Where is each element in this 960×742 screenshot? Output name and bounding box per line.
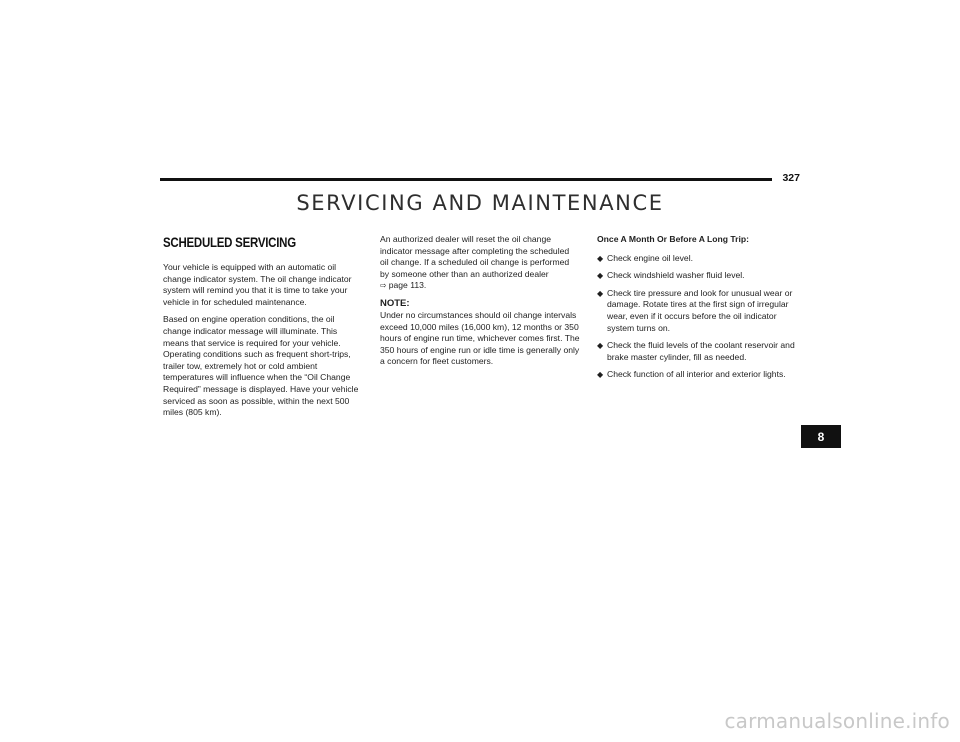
list-item-text: Check engine oil level. [607, 252, 693, 263]
paragraph-dealer-reset [380, 234, 580, 292]
column-1 [163, 234, 365, 425]
list-item-text: Check function of all interior and exterior lights. [607, 369, 786, 380]
diamond-bullet-icon: ◆ [597, 271, 604, 281]
list-item-text: Check tire pressure and look for unusual wear or damage. Rotate tires at the first sign of irregular wear, even if it occurs before the oil indicator system turns on. [607, 287, 793, 333]
list-item [597, 270, 803, 282]
note-text: Under no circumstances should oil change intervals exceed 10,000 miles (16,000 km), 12 months or 350 hours of engine run time, whichever comes first. The 350 hours of engine run or idle time is generally only a concern for fleet customers. [380, 309, 580, 367]
list-item [597, 253, 803, 265]
section-title: SCHEDULED SERVICING [163, 234, 296, 250]
dealer-reset-text: An authorized dealer will reset the oil change indicator message after completing the scheduled oil change. If a scheduled oil change is performed by someone other than an authorized dealer [380, 234, 570, 279]
watermark: carmanualsonline.info [724, 709, 950, 733]
paragraph-oil-indicator-system: Your vehicle is equipped with an automatic oil change indicator system. The oil change indicator system will remind you that it is time to take your vehicle in for scheduled maintenance. [163, 262, 352, 307]
note-label: NOTE: [380, 297, 410, 309]
diamond-bullet-icon: ◆ [597, 288, 604, 298]
list-item [597, 340, 803, 363]
chapter-title: SERVICING AND MAINTENANCE [296, 191, 664, 215]
list-item [597, 369, 803, 381]
column-2 [380, 234, 580, 374]
maintenance-checklist [597, 253, 803, 381]
page-cross-reference-link[interactable]: page 113. [388, 280, 427, 291]
page-number: 327 [782, 172, 800, 184]
paragraph-operating-conditions: Based on engine operation conditions, the oil change indicator message will illuminate. This means that service is required for your vehicle. Operating conditions such as frequent short-trips, trailer tow, extremely hot or cold ambient temperatures will influence when the “Oil Change Required” message is displayed. Have your vehicle serviced as soon as possible, within the next 500 miles (805 km). [163, 314, 359, 418]
diamond-bullet-icon: ◆ [597, 253, 604, 263]
chapter-tab: 8 [801, 425, 841, 448]
header-rule [160, 178, 772, 181]
list-item-text: Check the fluid levels of the coolant reservoir and brake master cylinder, fill as needed. [607, 340, 795, 362]
diamond-bullet-icon: ◆ [597, 341, 604, 351]
cross-reference-arrow-icon: ⇨ [380, 281, 387, 291]
checklist-subtitle: Once A Month Or Before A Long Trip: [597, 234, 749, 244]
list-item [597, 288, 803, 334]
column-3 [597, 234, 803, 387]
diamond-bullet-icon: ◆ [597, 370, 604, 380]
list-item-text: Check windshield washer fluid level. [607, 270, 745, 281]
